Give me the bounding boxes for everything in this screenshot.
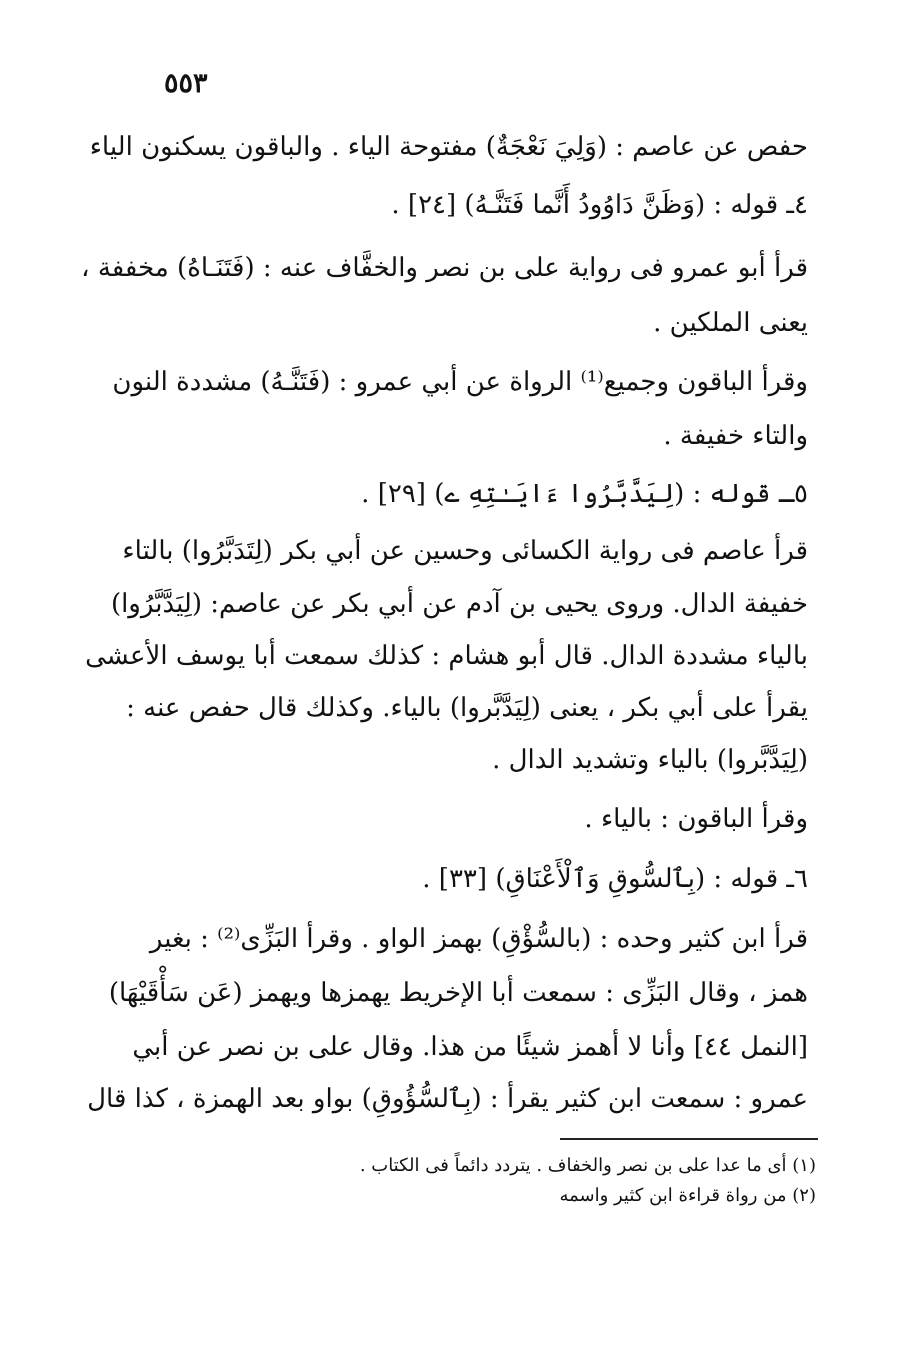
- footnote-separator: [560, 1138, 818, 1140]
- text-line-16: همز ، وقال البَزِّى : سمعت أبا الإخريط يهمزها ويهمز (عَن سَأْقَيْهَا): [108, 978, 808, 1008]
- text-line-13: وقرأ الباقون : بالياء .: [584, 804, 808, 834]
- footnote-1: (١) أى ما عدا على بن نصر والخفاف . يتردد دائماً فى الكتاب .: [359, 1155, 816, 1176]
- text-line-18: عمرو : سمعت ابن كثير يقرأ : (بِٱلسُّؤُوقِ) بواو بعد الهمزة ، كذا قال: [87, 1084, 808, 1114]
- verse-heading-5: ٥ـ قوله : (لِيَدَّبَّرُوا ءَايَـٰتِهِ ے) [٢٩] .: [361, 479, 808, 509]
- text-line-11: يقرأ على أبي بكر ، يعنى (لِيَدَّبَّروا) بالياء. وكذلك قال حفص عنه :: [126, 693, 808, 723]
- text-line-15: قرأ ابن كثير وحده : (بالسُّؤْقِ) بهمز الواو . وقرأ البَزِّى⁽²⁾ : بغير: [149, 924, 808, 954]
- text-line-9: خفيفة الدال. وروى يحيى بن آدم عن أبي بكر عن عاصم: (لِيَدَّبَّرُوا): [110, 589, 808, 619]
- text-line-17: [النمل ٤٤] وأنا لا أهمز شيئًا من هذا. وقال على بن نصر عن أبي: [132, 1032, 808, 1062]
- text-line-4: يعنى الملكين .: [653, 308, 808, 338]
- verse-heading-6: ٦ـ قوله : (بِٱلسُّوقِ وَٱلْأَعْنَاقِ) [٣٣] .: [422, 864, 808, 894]
- text-line-3: قرأ أبو عمرو فى رواية على بن نصر والخفَّاف عنه : (فَتَنَـاهُ) مخففة ،: [81, 253, 808, 283]
- page-number: ٥٥٣: [164, 68, 208, 99]
- verse-heading-4: ٤ـ قوله : (وَظَنَّ دَاوُودُ أَنَّما فَتَنَّـهُ) [٢٤] .: [391, 190, 808, 220]
- text-line-1: حفص عن عاصم : (وَلِيَ نَعْجَةٌ) مفتوحة الياء . والباقون يسكنون الياء: [89, 132, 808, 162]
- text-line-12: (لِيَدَّبَّروا) بالياء وتشديد الدال .: [492, 745, 808, 775]
- text-line-6: والتاء خفيفة .: [663, 421, 808, 451]
- text-line-10: بالياء مشددة الدال. قال أبو هشام : كذلك سمعت أبا يوسف الأعشى: [85, 641, 808, 671]
- text-line-8: قرأ عاصم فى رواية الكسائى وحسين عن أبي بكر (لِتَدَبَّرُوا) بالتاء: [122, 536, 808, 566]
- text-line-5: وقرأ الباقون وجميع⁽¹⁾ الرواة عن أبي عمرو : (فَتَنَّـهُ) مشددة النون: [112, 367, 808, 397]
- footnote-2: (٢) من رواة قراءة ابن كثير واسمه: [559, 1185, 816, 1206]
